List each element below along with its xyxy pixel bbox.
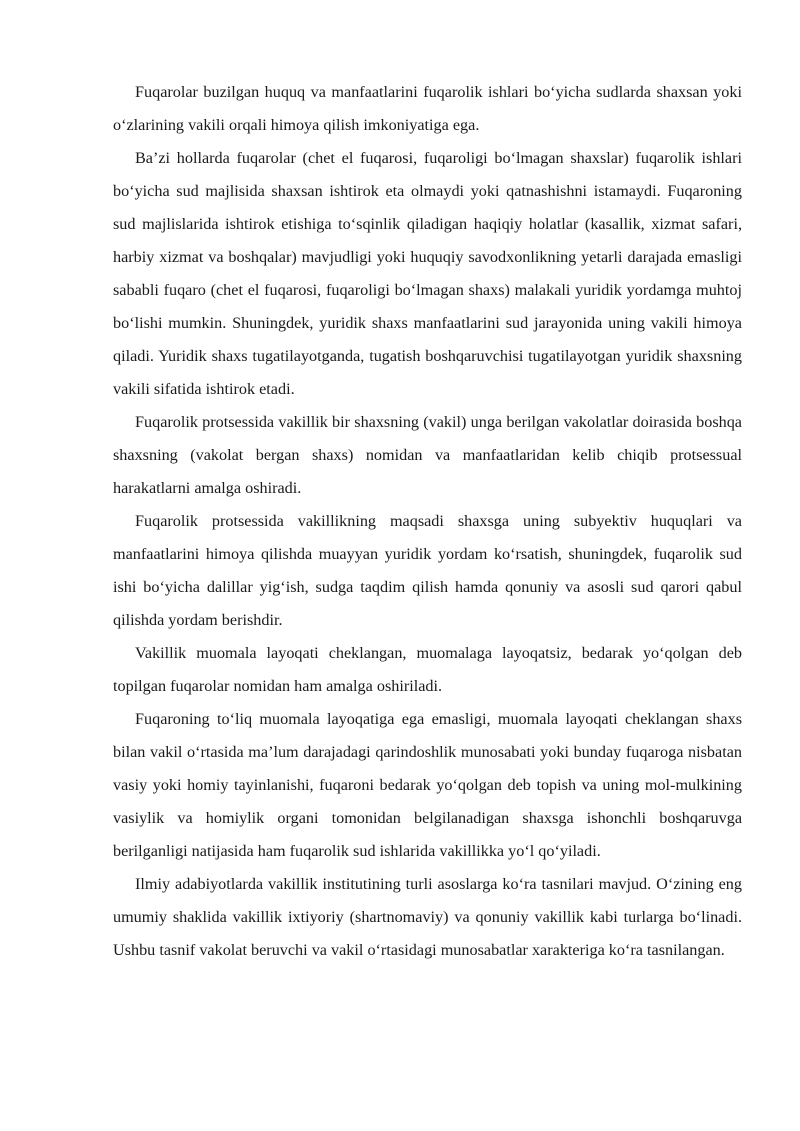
paragraph-classification: Ilmiy adabiyotlarda vakillik institutining turli asoslarga ko‘ra tasnilari mavjud. O‘zining eng umumiy shaklida vakillik ixtiyoriy (shartnomaviy) va qonuniy vakillik kabi turlarga bo‘linadi. Ushbu tasnif vakolat beruvchi va vakil o‘rtasidagi munosabatlar xarakteriga ko‘ra tasnilangan. — [113, 875, 742, 959]
paragraph-personal-participation: Ba’zi hollarda fuqarolar (chet el fuqarosi, fuqaroligi bo‘lmagan shaxslar) fuqarolik ishlari bo‘yicha sud majlisida shaxsan ishtirok eta olmaydi yoki qatnashishni istamaydi. Fuqaroning sud majlislarida ishtirok etishiga to‘sqinlik qiladigan haqiqiy holatlar (kasallik, xizmat safari, harbiy xizmat va boshqalar) mavjudligi yoki huquqiy savodxonlikning yetarli darajada emasligi sababli fuqaro (chet el fuqarosi, fuqaroligi bo‘lmagan shaxs) malakali yuridik yordamga muhtoj bo‘lishi mumkin. Shuningdek, yuridik shaxs manfaatlarini sud jarayonida uning vakili himoya qiladi. Yuridik shaxs tugatilayotganda, tugatish boshqaruvchisi tugatilayotgan yuridik shaxsning vakili sifatida ishtirok etadi. — [113, 149, 742, 398]
paragraph-representation-purpose: Fuqarolik protsessida vakillikning maqsadi shaxsga uning subyektiv huquqlari va manfaatlarini himoya qilishda muayyan yuridik yordam ko‘rsatish, shuningdek, fuqarolik sud ishi bo‘yicha dalillar yig‘ish, sudga taqdim qilish hamda qonuniy va asosli sud qarori qabul qilishda yordam berishdir. — [113, 512, 742, 629]
paragraph-limited-capacity: Vakillik muomala layoqati cheklangan, muomalaga layoqatsiz, bedarak yo‘qolgan deb topilgan fuqarolar nomidan ham amalga oshiriladi. — [113, 644, 742, 695]
document-body — [113, 76, 742, 967]
paragraph-representation-definition: Fuqarolik protsessida vakillik bir shaxsning (vakil) unga berilgan vakolatlar doirasida boshqa shaxsning (vakolat bergan shaxs) nomidan va manfaatlaridan kelib chiqib protsessual harakatlarni amalga oshiradi. — [113, 413, 742, 497]
paragraph-representation-rights: Fuqarolar buzilgan huquq va manfaatlarini fuqarolik ishlari bo‘yicha sudlarda shaxsan yoki o‘zlarining vakili orqali himoya qilish imkoniyatiga ega. — [113, 83, 742, 134]
paragraph-capacity-grounds: Fuqaroning to‘liq muomala layoqatiga ega emasligi, muomala layoqati cheklangan shaxs bilan vakil o‘rtasida ma’lum darajadagi qarindoshlik munosabati yoki bunday fuqaroga nisbatan vasiy yoki homiy tayinlanishi, fuqaroni bedarak yo‘qolgan deb topish va uning mol-mulkining vasiylik va homiylik organi tomonidan belgilanadigan shaxsga ishonchli boshqaruvga berilganligi natijasida ham fuqarolik sud ishlarida vakillikka yo‘l qo‘yiladi. — [113, 710, 742, 860]
